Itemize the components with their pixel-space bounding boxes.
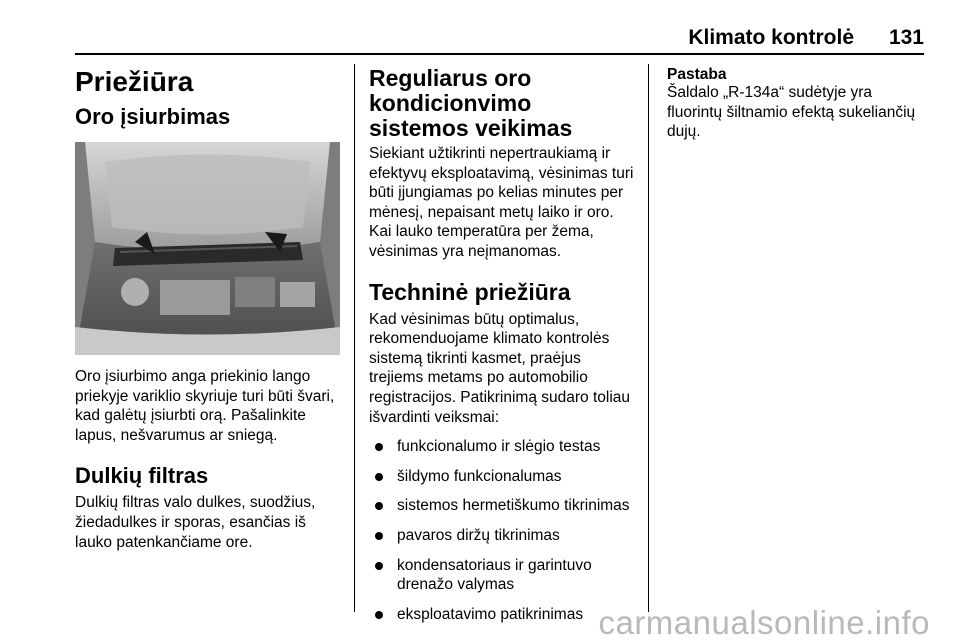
list-item: eksploatavimo patikrinimas <box>369 605 634 625</box>
section-title: Priežiūra <box>75 66 194 97</box>
page-number: 131 <box>888 26 924 49</box>
list-item: šildymo funkcionalumas <box>369 467 634 487</box>
heading-maintenance: Techninė priežiūra <box>369 278 571 305</box>
maintenance-checklist <box>369 437 634 624</box>
regular-operation-text: Siekiant užtikrinti nepertraukiamą ir efektyvų eksploatavimą, vėsinimas turi būti įjungiamas po kelias minutes per mėnesį, nepaisant metų laiko ir oro. Kai lauko temperatūra per žema, vėsinimas yra neįmanomas. <box>369 145 634 260</box>
column-3 <box>667 66 929 142</box>
heading-dust-filter: Dulkių filtras <box>75 463 209 489</box>
air-intake-text: Oro įsiurbimo anga priekinio lango priekyje variklio skyriuje turi būti švari, kad galėtų įsiurbti orą. Pašalinkite lapus, nešvarumus ar sniegą. <box>75 368 335 444</box>
column-divider-2 <box>648 64 649 612</box>
bullet-icon <box>375 473 383 481</box>
engine-bay-illustration <box>75 142 340 355</box>
note-title: Pastaba <box>667 66 727 83</box>
heading-regular-operation: Reguliarus oro kondicionvimo sistemos veikimas <box>369 65 573 141</box>
bullet-icon <box>375 443 383 451</box>
column-2 <box>369 66 634 624</box>
dust-filter-text: Dulkių filtras valo dulkes, suodžius, žiedadulkes ir sporas, esančias iš lauko patenkančiame ore. <box>75 494 316 551</box>
bullet-icon <box>375 611 383 619</box>
header-rule <box>75 53 924 55</box>
column-1 <box>75 66 343 552</box>
maintenance-text: Kad vėsinimas būtų optimalus, rekomenduojame klimato kontrolės sistemą tikrinti kasmet, praėjus trejiems metams po automobilio registracijos. Patikrinimą sudaro toliau išvardinti veiksmai: <box>369 310 631 426</box>
watermark: carmanualsonline.info <box>598 604 930 641</box>
list-item: funkcionalumo ir slėgio testas <box>369 437 634 457</box>
bullet-icon <box>375 562 383 570</box>
engine-bay-photo <box>75 142 340 355</box>
chapter-title: Klimato kontrolė <box>688 26 854 49</box>
list-item: pavaros diržų tikrinimas <box>369 526 634 546</box>
bullet-icon <box>375 532 383 540</box>
column-divider-1 <box>354 64 355 612</box>
heading-air-intake: Oro įsiurbimas <box>75 104 231 129</box>
list-item: kondensatoriaus ir garintuvo drenažo valymas <box>369 556 634 595</box>
page-header <box>75 26 924 52</box>
note-text: Šaldalo „R-134a“ sudėtyje yra fluorintų šiltnamio efektą sukeliančių dujų. <box>667 84 916 141</box>
bullet-icon <box>375 502 383 510</box>
list-item: sistemos hermetiškumo tikrinimas <box>369 496 634 516</box>
